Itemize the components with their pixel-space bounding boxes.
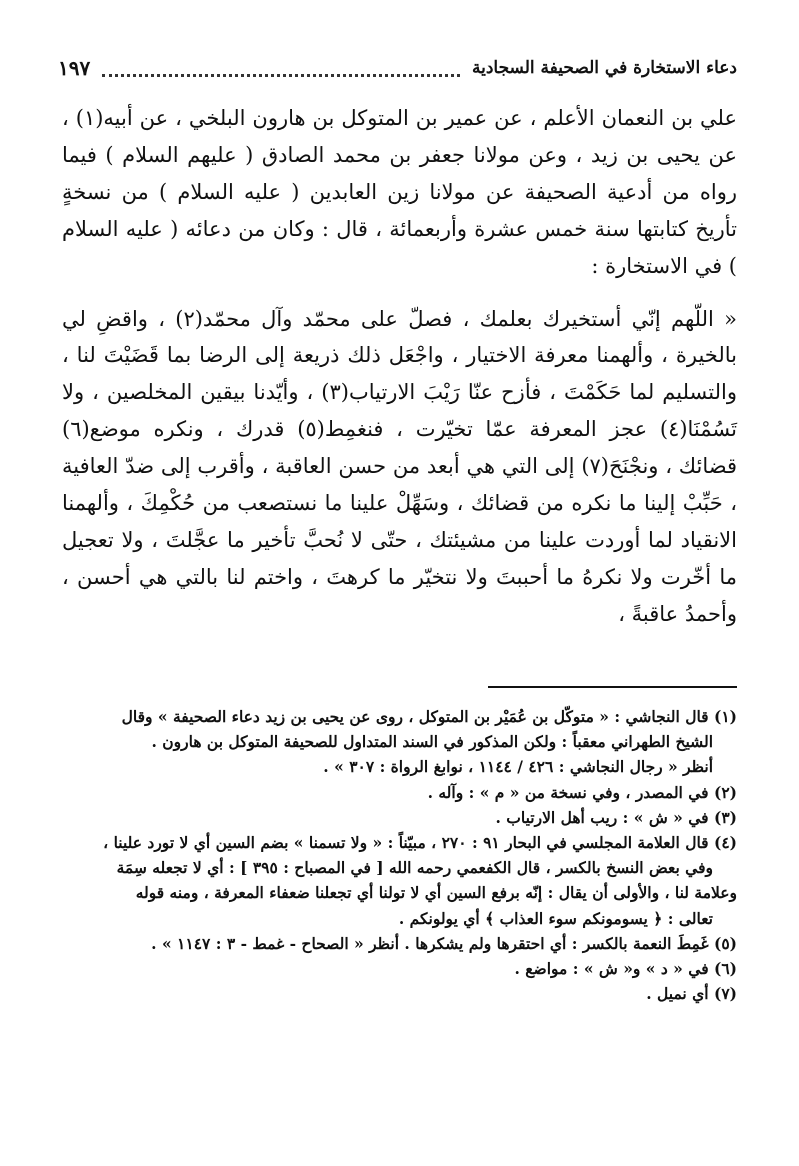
footnote-2: (٢) في المصدر ، وفي نسخة من « م » : وآله .: [427, 782, 737, 802]
running-title: دعاء الاستخارة في الصحيفة السجادية: [471, 58, 737, 78]
footnote-1: (١) قال النجاشي : « متوكّل بن عُمَيْر بن المتوكل ، روى عن يحيى بن زيد دعاء الصحيفة » وقال: [121, 707, 737, 726]
footnote-3: (٣) في « ش » : ريب أهل الارتياب .: [495, 807, 737, 827]
footnote-6: (٦) في « د » و« ش » : مواضع .: [514, 959, 737, 979]
paragraph-isnad: علي بن النعمان الأعلم ، عن عمير بن المتوكل بن هارون البلخي ، عن أبيه(١) ، عن يحيى بن زيد ، وعن مولانا جعفر بن محمد الصادق ( عليهم السلام ) فيما رواه من أدعية الصحيفة عن مولانا زين العابدين ( عليه السلام ) من نسخةٍ تأريخ كتابتها سنة خمس عشرة وأربعمائة ، قال : وكان من دعائه ( عليه السلام ) في الاستخارة :: [62, 106, 737, 278]
page-number: ١٩٧: [58, 56, 91, 80]
footnote-1-cont: الشيخ الطهراني معقباً : ولكن المذكور في السند المتداول للصحيفة المتوكل بن هارون .: [151, 732, 713, 752]
footnote-4-cont-3: تعالى : ﴿ يسومونكم سوء العذاب ﴾ أي يولونكم .: [398, 908, 713, 928]
footnote-1-ref: أنظر « رجال النجاشي : ٤٢٦ / ١١٤٤ ، نوابغ الرواة : ٣٠٧ » .: [323, 757, 713, 777]
footnote-4-cont-1: وفي بعض النسخ بالكسر ، قال الكفعمي رحمه الله [ في المصباح : ٣٩٥ ] : أي لا تجعله سِمَة: [116, 858, 713, 878]
footnote-7: (٧) أي نميل .: [646, 984, 737, 1004]
footnotes: [40, 704, 737, 1006]
main-text: [62, 100, 737, 633]
dotted-leader: [102, 60, 460, 77]
footnote-4-cont-2: وعلامة لنا ، والأولى أن يقال : إنّه برفع السين أي لا تولنا أي تجعلنا ضعفاء المعرفة ، ومنه قوله: [135, 883, 737, 903]
paragraph-dua: « اللّهم إنّي أستخيرك بعلمك ، فصلّ على محمّد وآل محمّد(٢) ، واقضِ لي بالخيرة ، وألهمنا معرفة الاختيار ، واجْعَل ذلك ذريعة إلى الرضا بما قَضَيْتَ لنا ، والتسليم لما حَكَمْتَ ، فأزح عنّا رَيْبَ الارتياب(٣) ، وأيّدنا بيقين المخلصين ، ولا تَسُمْنَا(٤) عجز المعرفة عمّا تخيّرت ، فنغمِط(٥) قدرك ، ونكره موضع(٦) قضائك ، ونجْنَحَ(٧) إلى التي هي أبعد من حسن العاقبة ، وأقرب إلى ضدّ العافية ، حَبِّبْ إلينا ما نكره من قضائك ، وسَهِّلْ علينا ما نستصعب من حُكْمِكَ ، وألهمنا الانقياد لما أوردت علينا من مشيئتك ، حتّى لا نُحبَّ تأخير ما عجَّلتَ ، ولا تعجيل ما أخّرت ولا نكرهُ ما أحببتَ ولا نتخيّر ما كرهتَ ، واختم لنا بالتي هي أحسن ، وأحمدُ عاقبةً ،: [62, 306, 738, 626]
footnote-separator: [488, 686, 737, 688]
running-header: [58, 52, 737, 84]
footnote-4: (٤) قال العلامة المجلسي في البحار ٩١ : ٢٧٠ ، مبيّناً : « ولا تسمنا » بضم السين أي لا تورد علينا ،: [103, 833, 737, 853]
footnote-5: (٥) غَمِطَ النعمة بالكسر : أي احتقرها ولم يشكرها . أنظر « الصحاح - غمط - ٣ : ١١٤٧ » .: [151, 933, 737, 953]
